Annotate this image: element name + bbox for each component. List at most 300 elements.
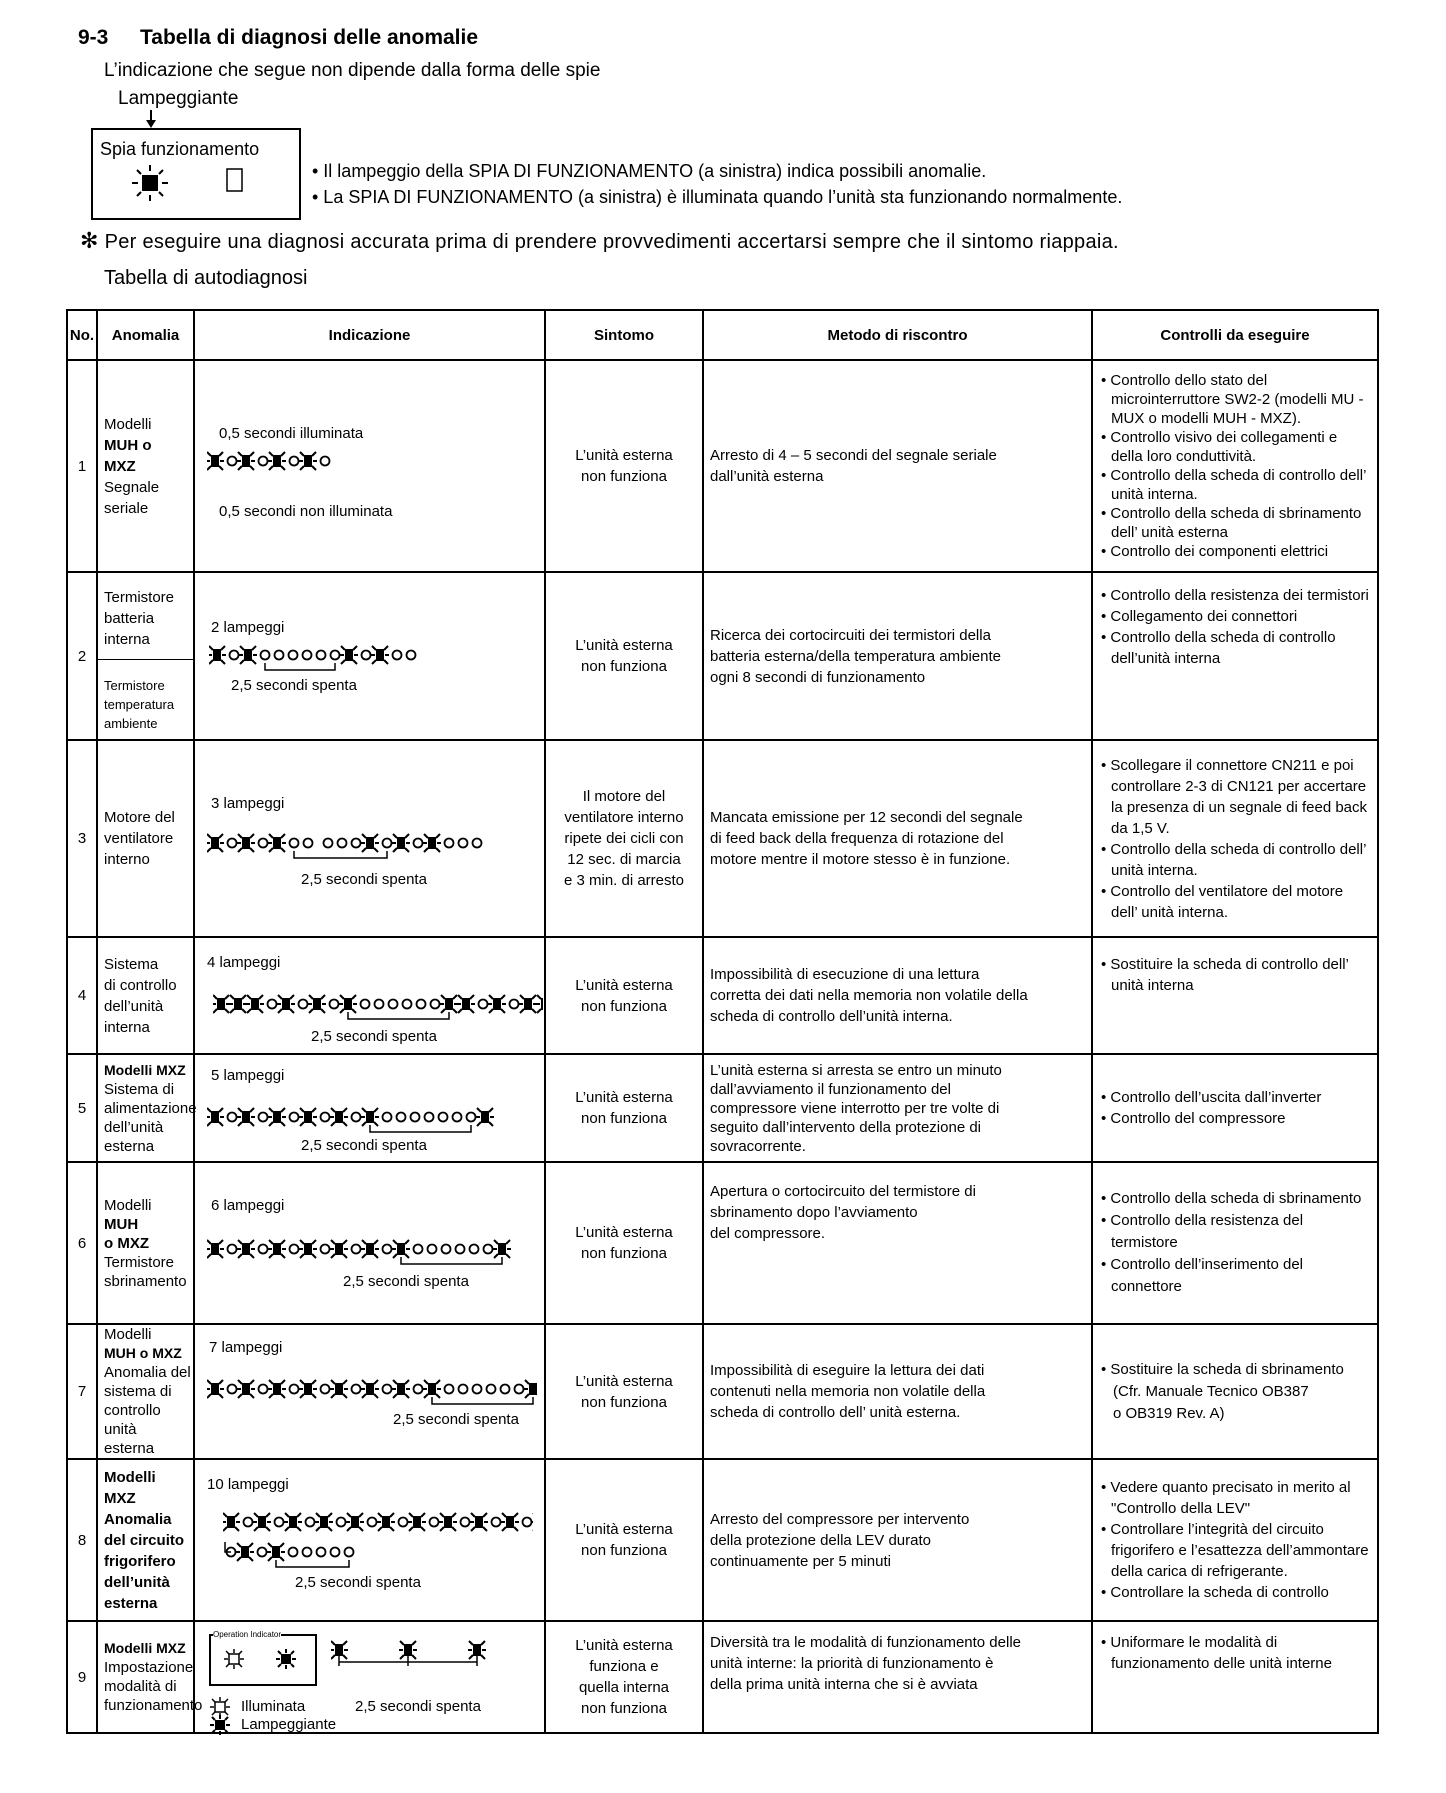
symptom-cell bbox=[545, 1324, 703, 1459]
blinking-lamp-icon bbox=[275, 1648, 297, 1670]
blink-on-icon bbox=[501, 1513, 519, 1531]
anomaly-line: esterna bbox=[104, 1440, 155, 1457]
indication-top-label: 2 lampeggi bbox=[211, 619, 285, 636]
blink-off-icon bbox=[515, 1385, 524, 1394]
blink-off-icon bbox=[456, 1245, 465, 1254]
blink-on-icon bbox=[237, 834, 255, 852]
indication-bottom-label: 2,5 secondi spenta bbox=[231, 677, 357, 694]
check-item: • Controllo della scheda di controllo dell’ unità interna. bbox=[1101, 467, 1366, 503]
check-item: • Uniformare le modalità di funzionamento delle unità interne bbox=[1101, 1634, 1332, 1672]
check-item: • Controllare l’integrità del circuito frigorifero e l’esattezza dell’ammontare della carica di refrigerante. bbox=[1101, 1521, 1369, 1580]
method-line: ogni 8 secondi di funzionamento bbox=[710, 668, 926, 686]
method-line: Impossibilità di esecuzione di una lettura bbox=[710, 966, 980, 983]
blink-on-icon bbox=[268, 1240, 286, 1258]
method-line: unità interne: la priorità di funzionamento è bbox=[710, 1655, 994, 1672]
anomaly-cell bbox=[97, 740, 194, 937]
symptom-cell bbox=[545, 740, 703, 937]
anomaly-line: Termistore bbox=[104, 678, 165, 693]
blink-on-icon bbox=[532, 1513, 533, 1531]
off-interval-bracket bbox=[276, 1560, 349, 1567]
checks-cell bbox=[1092, 1162, 1378, 1324]
method-line: Mancata emissione per 12 secondi del segnale bbox=[710, 809, 1023, 826]
check-item: • Controllo visivo dei collegamenti e della loro conduttività. bbox=[1101, 429, 1338, 465]
blink-on-icon bbox=[237, 1380, 255, 1398]
blink-off-icon bbox=[428, 1245, 437, 1254]
blink-off-icon bbox=[321, 457, 330, 466]
method-line: scheda di controllo dell’unità interna. bbox=[710, 1008, 953, 1025]
blink-on-icon bbox=[377, 1513, 395, 1531]
check-item: • Scollegare il connettore CN211 e poi controllare 2-3 di CN121 per accertare la presenza di un segnale di feed back da 1,5 V. bbox=[1101, 756, 1368, 837]
blink-on-icon bbox=[524, 1380, 537, 1398]
blink-on-icon bbox=[268, 1108, 286, 1126]
blink-off-icon bbox=[484, 1245, 493, 1254]
anomaly-line: sistema di bbox=[104, 1383, 172, 1400]
arrow-down-icon bbox=[145, 110, 157, 128]
method-line: contenuti nella memoria non volatile della bbox=[710, 1383, 986, 1400]
method-cell bbox=[703, 1324, 1092, 1459]
blink-on-icon bbox=[470, 1513, 488, 1531]
blink-off-icon bbox=[321, 1113, 330, 1122]
blink-off-icon bbox=[383, 1245, 392, 1254]
table-row bbox=[67, 360, 1378, 572]
method-line: sbrinamento dopo l’avviamento bbox=[710, 1204, 918, 1221]
blink-on-icon bbox=[268, 834, 286, 852]
method-line: scheda di controllo dell’ unità esterna. bbox=[710, 1404, 961, 1421]
anomaly-line: seriale bbox=[104, 499, 149, 517]
indication-cell bbox=[194, 937, 545, 1054]
indication-cell bbox=[194, 360, 545, 572]
off-interval-bracket bbox=[401, 1257, 502, 1264]
blink-off-icon bbox=[289, 651, 298, 660]
blinking-lamp-icon bbox=[130, 163, 170, 203]
blink-off-icon bbox=[228, 1113, 237, 1122]
blink-pattern bbox=[223, 1542, 423, 1568]
blink-off-icon bbox=[403, 1000, 412, 1009]
off-interval-bracket bbox=[432, 1397, 533, 1404]
row-number: 6 bbox=[67, 1162, 97, 1324]
symptom-line: ripete dei cicli con bbox=[564, 830, 684, 847]
symptom-line: non funziona bbox=[581, 1542, 667, 1559]
blink-off-icon bbox=[338, 839, 347, 848]
symptom-cell bbox=[545, 572, 703, 740]
method-line: Arresto di 4 – 5 secondi del segnale seriale bbox=[710, 447, 997, 464]
blink-off-icon bbox=[523, 1518, 532, 1527]
blink-off-icon bbox=[445, 839, 454, 848]
blink-off-icon bbox=[411, 1113, 420, 1122]
blink-on-icon bbox=[253, 1513, 271, 1531]
off-interval-bracket bbox=[294, 851, 387, 858]
method-line: Apertura o cortocircuito del termistore di bbox=[710, 1183, 976, 1200]
blink-off-icon bbox=[510, 1000, 519, 1009]
anomaly-cell bbox=[97, 1459, 194, 1621]
indication-top-label: 0,5 secondi illuminata bbox=[219, 425, 364, 442]
check-item: • Controllo della scheda di controllo dell’ unità interna. bbox=[1101, 840, 1366, 879]
checks-cell bbox=[1092, 1324, 1378, 1459]
blink-off-icon bbox=[303, 1548, 312, 1557]
warning-note bbox=[80, 228, 1119, 254]
indication-cell bbox=[194, 1162, 545, 1324]
blink-off-icon bbox=[383, 839, 392, 848]
symptom-line: L’unità esterna bbox=[575, 1224, 673, 1241]
blink-pattern bbox=[209, 645, 539, 671]
blink-on-icon bbox=[207, 834, 224, 852]
blink-off-icon bbox=[352, 1385, 361, 1394]
blink-on-icon bbox=[207, 452, 224, 470]
method-cell bbox=[703, 1459, 1092, 1621]
method-line: corretta dei dati nella memoria non volatile della bbox=[710, 987, 1028, 1004]
method-line: L’unità esterna si arresta se entro un minuto bbox=[710, 1061, 1002, 1079]
blink-on-icon bbox=[246, 995, 264, 1013]
blink-off-icon bbox=[414, 1385, 423, 1394]
method-cell bbox=[703, 1162, 1092, 1324]
blink-on-icon bbox=[237, 1108, 255, 1126]
anomaly-cell bbox=[97, 1324, 194, 1459]
anomaly-line: MXZ bbox=[104, 457, 136, 475]
indication-bottom-label: 0,5 secondi non illuminata bbox=[219, 503, 393, 520]
blink-off-icon bbox=[230, 651, 239, 660]
indication-bottom-label: 2,5 secondi spenta bbox=[343, 1273, 469, 1290]
blink-on-icon bbox=[361, 834, 379, 852]
row-number: 5 bbox=[67, 1054, 97, 1162]
blink-off-icon bbox=[228, 457, 237, 466]
blink-off-icon bbox=[268, 1000, 277, 1009]
method-line: Impossibilità di eseguire la lettura dei dati bbox=[710, 1362, 985, 1379]
anomaly-line: MUH bbox=[104, 1215, 139, 1233]
anomaly-line: MUH o bbox=[104, 436, 152, 454]
check-item: • Sostituire la scheda di sbrinamento bbox=[1101, 1360, 1344, 1378]
blink-on-icon bbox=[299, 1240, 317, 1258]
method-line: della protezione della LEV durato bbox=[710, 1531, 931, 1549]
blink-off-icon bbox=[383, 1113, 392, 1122]
blink-off-icon bbox=[259, 457, 268, 466]
blink-off-icon bbox=[228, 839, 237, 848]
note-2: • La SPIA DI FUNZIONAMENTO (a sinistra) è illuminata quando l’unità sta funzionando normalmente. bbox=[312, 187, 1123, 207]
table-header-row bbox=[67, 310, 1378, 360]
symptom-cell bbox=[545, 1054, 703, 1162]
blink-off-icon bbox=[393, 651, 402, 660]
symptom-line: L’unità esterna bbox=[575, 447, 673, 464]
blink-off-icon bbox=[259, 1245, 268, 1254]
method-line: compressore viene interrotto per tre volte di bbox=[710, 1099, 1000, 1117]
symptom-line: non funziona bbox=[581, 468, 667, 485]
blink-off-icon bbox=[306, 1518, 315, 1527]
anomaly-line: Anomalia del bbox=[104, 1364, 191, 1381]
symptom-line: non funziona bbox=[581, 658, 667, 675]
anomaly-line: Motore del bbox=[104, 809, 175, 826]
blink-off-icon bbox=[330, 1000, 339, 1009]
anomaly-line: esterna bbox=[104, 1137, 155, 1155]
blink-off-icon bbox=[442, 1245, 451, 1254]
blink-on-icon bbox=[392, 1380, 410, 1398]
indication-cell bbox=[194, 1054, 545, 1162]
blink-off-icon bbox=[317, 1548, 326, 1557]
blink-off-icon bbox=[479, 1000, 488, 1009]
blink-on-icon bbox=[207, 1240, 224, 1258]
check-item: • Controllo della scheda di sbrinamento bbox=[1101, 1190, 1362, 1207]
blink-pattern bbox=[331, 1640, 531, 1668]
symptom-line: L’unità esterna bbox=[575, 1637, 673, 1654]
method-line: continuamente per 5 minuti bbox=[710, 1552, 891, 1570]
check-item: • Collegamento dei connettori bbox=[1101, 608, 1298, 625]
anomaly-line: Impostazione bbox=[104, 1659, 194, 1676]
table-row bbox=[67, 1324, 1378, 1459]
blink-off-icon bbox=[407, 651, 416, 660]
blink-on-icon bbox=[207, 1380, 224, 1398]
blink-off-icon bbox=[331, 1548, 340, 1557]
indication-bottom-label: 2,5 secondi spenta bbox=[295, 1574, 421, 1591]
section-heading bbox=[78, 26, 478, 50]
method-cell bbox=[703, 740, 1092, 937]
blink-off-icon bbox=[290, 457, 299, 466]
blink-off-icon bbox=[290, 839, 299, 848]
method-line: Diversità tra le modalità di funzionamento delle bbox=[710, 1634, 1021, 1651]
blink-on-icon bbox=[330, 1108, 348, 1126]
table-row bbox=[67, 1054, 1378, 1162]
note-1: • Il lampeggio della SPIA DI FUNZIONAMENTO (a sinistra) indica possibili anomalie. bbox=[312, 161, 987, 181]
blink-pattern bbox=[207, 1107, 537, 1133]
anomaly-line: Modelli bbox=[104, 415, 152, 433]
anomaly-cell bbox=[97, 360, 194, 572]
anomaly-line: Modelli bbox=[104, 1468, 156, 1486]
blink-on-icon bbox=[476, 1108, 494, 1126]
indication-cell bbox=[194, 1621, 545, 1733]
blink-on-icon bbox=[346, 1513, 364, 1531]
blink-off-icon bbox=[304, 839, 313, 848]
blink-on-icon bbox=[361, 1380, 379, 1398]
illuminated-lamp-icon bbox=[223, 1648, 245, 1670]
row-number: 7 bbox=[67, 1324, 97, 1459]
blink-on-icon bbox=[299, 1108, 317, 1126]
checks-cell bbox=[1092, 740, 1378, 937]
check-item: • Controllo dell’uscita dall’inverter bbox=[1101, 1089, 1322, 1106]
blink-off-icon bbox=[414, 839, 423, 848]
blink-off-icon bbox=[459, 1385, 468, 1394]
blink-off-icon bbox=[470, 1245, 479, 1254]
anomaly-line: dell’unità bbox=[104, 1118, 164, 1136]
blink-off-icon bbox=[259, 839, 268, 848]
symptom-cell bbox=[545, 1621, 703, 1733]
symptom-cell bbox=[545, 1459, 703, 1621]
blink-off-icon bbox=[362, 651, 371, 660]
blink-off-icon bbox=[299, 1000, 308, 1009]
symptom-line: 12 sec. di marcia bbox=[567, 851, 681, 868]
blink-pattern bbox=[207, 833, 537, 859]
method-line: batteria esterna/della temperatura ambiente bbox=[710, 647, 1002, 665]
blink-off-icon bbox=[425, 1113, 434, 1122]
table-row bbox=[67, 1162, 1378, 1324]
blink-off-icon bbox=[397, 1113, 406, 1122]
table-subtitle: Tabella di autodiagnosi bbox=[104, 267, 308, 289]
blink-on-icon bbox=[488, 995, 506, 1013]
anomaly-cell bbox=[97, 1621, 203, 1733]
blink-off-icon bbox=[453, 1113, 462, 1122]
blink-on-icon bbox=[237, 1240, 255, 1258]
blink-off-icon bbox=[275, 651, 284, 660]
check-item: • Sostituire la scheda di controllo dell’ unità interna bbox=[1101, 956, 1349, 994]
blink-on-icon bbox=[392, 1240, 410, 1258]
header-sintomo: Sintomo bbox=[545, 310, 703, 360]
table-row bbox=[67, 937, 1378, 1054]
method-line: sovracorrente. bbox=[710, 1137, 806, 1155]
anomaly-line: Sistema di bbox=[104, 1080, 175, 1098]
blink-off-icon bbox=[345, 1548, 354, 1557]
blink-on-icon bbox=[267, 1543, 285, 1561]
symptom-line: non funziona bbox=[581, 1110, 667, 1127]
blink-off-icon bbox=[459, 839, 468, 848]
anomaly-line: dell’unità bbox=[104, 1573, 170, 1591]
blink-off-icon bbox=[289, 1548, 298, 1557]
method-cell bbox=[703, 1054, 1092, 1162]
lampeggiante-label: Lampeggiante bbox=[118, 88, 239, 109]
row-number: 2 bbox=[67, 572, 97, 740]
checks-cell bbox=[1092, 572, 1378, 740]
symptom-line: quella interna bbox=[578, 1679, 670, 1696]
legend-blinking-icon bbox=[209, 1714, 231, 1736]
indication-cell bbox=[194, 1324, 545, 1459]
blink-off-icon bbox=[439, 1113, 448, 1122]
anomaly-line: Modelli bbox=[104, 1326, 152, 1343]
symptom-line: L’unità esterna bbox=[575, 1089, 673, 1106]
anomaly-line: o MXZ bbox=[104, 1234, 149, 1252]
blink-on-icon bbox=[371, 646, 389, 664]
blink-off-icon bbox=[228, 1385, 237, 1394]
blink-on-icon bbox=[308, 995, 326, 1013]
blink-on-icon bbox=[457, 995, 475, 1013]
symptom-line: L’unità esterna bbox=[575, 1372, 673, 1390]
blink-on-icon bbox=[330, 1240, 348, 1258]
blink-off-icon bbox=[321, 1245, 330, 1254]
blink-on-icon bbox=[284, 1513, 302, 1531]
blink-off-icon bbox=[244, 1518, 253, 1527]
row-number: 4 bbox=[67, 937, 97, 1054]
blink-on-icon bbox=[229, 995, 247, 1013]
indication-bottom-label: 2,5 secondi spenta bbox=[301, 1137, 427, 1154]
anomaly-line: Segnale bbox=[104, 478, 160, 496]
method-line: del compressore. bbox=[710, 1225, 826, 1242]
blink-off-icon bbox=[487, 1385, 496, 1394]
blink-off-icon bbox=[461, 1518, 470, 1527]
blink-off-icon bbox=[337, 1518, 346, 1527]
indicator-notes bbox=[312, 158, 1122, 210]
blink-off-icon bbox=[261, 651, 270, 660]
table-row bbox=[67, 1459, 1378, 1621]
indication-top-label: 5 lampeggi bbox=[211, 1067, 285, 1084]
blink-off-icon bbox=[368, 1518, 377, 1527]
row-number: 9 bbox=[67, 1621, 97, 1733]
header-no: No. bbox=[67, 310, 97, 360]
asterisk-icon: ✻ bbox=[80, 228, 99, 253]
table-row bbox=[67, 740, 1378, 937]
check-item: • Controllo della scheda di sbrinamento dell’ unità esterna bbox=[1101, 505, 1362, 541]
intro-text: L’indicazione che segue non dipende dalla forma delle spie bbox=[104, 60, 601, 81]
blink-on-icon bbox=[209, 646, 226, 664]
anomaly-line: dell’unità bbox=[104, 997, 164, 1015]
table-row bbox=[67, 572, 1378, 740]
blink-off-icon bbox=[331, 651, 340, 660]
anomaly-line: esterna bbox=[104, 1594, 158, 1612]
blink-on-icon bbox=[277, 995, 295, 1013]
indication-top-label: 3 lampeggi bbox=[211, 795, 285, 812]
anomaly-line: del circuito bbox=[104, 1531, 185, 1549]
anomaly-line: funzionamento bbox=[104, 1697, 203, 1714]
blink-off-icon bbox=[321, 1385, 330, 1394]
anomaly-line: interno bbox=[104, 851, 150, 868]
diagnosis-table bbox=[66, 309, 1379, 1734]
indication-bottom-label: 2,5 secondi spenta bbox=[393, 1411, 519, 1428]
anomaly-line: interna bbox=[104, 1018, 150, 1036]
blink-off-icon bbox=[414, 1245, 423, 1254]
blink-on-icon bbox=[440, 995, 458, 1013]
anomaly-line: controllo unità bbox=[104, 1402, 161, 1438]
blink-off-icon bbox=[352, 839, 361, 848]
symptom-line: L’unità esterna bbox=[575, 637, 673, 654]
method-cell bbox=[703, 360, 1092, 572]
row-number: 8 bbox=[67, 1459, 97, 1621]
blink-on-icon bbox=[519, 995, 537, 1013]
blink-on-icon bbox=[213, 995, 230, 1013]
anomaly-cell bbox=[97, 1162, 194, 1324]
blink-on-icon bbox=[268, 452, 286, 470]
anomaly-line: ambiente bbox=[104, 716, 158, 731]
blink-off-icon bbox=[383, 1385, 392, 1394]
blink-off-icon bbox=[259, 1113, 268, 1122]
check-item: • Controllo del compressore bbox=[1101, 1110, 1286, 1127]
method-line: Arresto del compressore per intervento bbox=[710, 1510, 970, 1528]
blink-off-icon bbox=[417, 1000, 426, 1009]
blink-on-icon bbox=[536, 995, 543, 1013]
checks-cell bbox=[1092, 1621, 1378, 1733]
blink-on-icon bbox=[423, 834, 441, 852]
blink-on-icon bbox=[439, 1513, 457, 1531]
blink-on-icon bbox=[339, 995, 357, 1013]
indication-top-label: 4 lampeggi bbox=[207, 954, 281, 971]
indication-cell bbox=[194, 740, 545, 937]
indication-cell bbox=[194, 572, 545, 740]
blink-pattern bbox=[207, 1239, 537, 1265]
symptom-line: non funziona bbox=[581, 1700, 667, 1717]
blink-off-icon bbox=[290, 1245, 299, 1254]
anomaly-line: alimentazione bbox=[104, 1099, 197, 1117]
warning-text: Per eseguire una diagnosi accurata prima di prendere provvedimenti accertarsi sempre che il sintomo riappaia. bbox=[104, 231, 1119, 253]
check-item: • Controllo della scheda di controllo dell’unità interna bbox=[1101, 629, 1336, 667]
section-title: Tabella di diagnosi delle anomalie bbox=[140, 26, 479, 49]
indication-top-label: 10 lampeggi bbox=[207, 1476, 289, 1493]
blink-off-icon bbox=[324, 839, 333, 848]
blink-on-icon bbox=[237, 452, 255, 470]
blink-on-icon bbox=[392, 834, 410, 852]
off-interval-bracket bbox=[370, 1125, 471, 1132]
indication-top-label: 6 lampeggi bbox=[211, 1197, 285, 1214]
symptom-line: Il motore del bbox=[582, 788, 666, 805]
blink-on-icon bbox=[408, 1513, 426, 1531]
blink-off-icon bbox=[303, 651, 312, 660]
checks-cell bbox=[1092, 360, 1378, 572]
anomaly-line: Termistore bbox=[104, 589, 175, 606]
anomaly-line: MXZ bbox=[104, 1489, 136, 1507]
indicator-box-title: Spia funzionamento bbox=[100, 139, 260, 159]
blink-off-icon bbox=[430, 1518, 439, 1527]
checks-cell bbox=[1092, 1054, 1378, 1162]
anomaly-line: Termistore bbox=[104, 1253, 175, 1271]
blink-off-icon bbox=[258, 1548, 267, 1557]
symptom-line: e 3 min. di arresto bbox=[563, 872, 685, 889]
blink-on-icon bbox=[223, 1513, 240, 1531]
blink-off-icon bbox=[275, 1518, 284, 1527]
blink-on-icon bbox=[207, 1108, 224, 1126]
blink-pattern bbox=[207, 1379, 537, 1405]
blink-on-icon bbox=[330, 1380, 348, 1398]
blink-off-icon bbox=[375, 1000, 384, 1009]
